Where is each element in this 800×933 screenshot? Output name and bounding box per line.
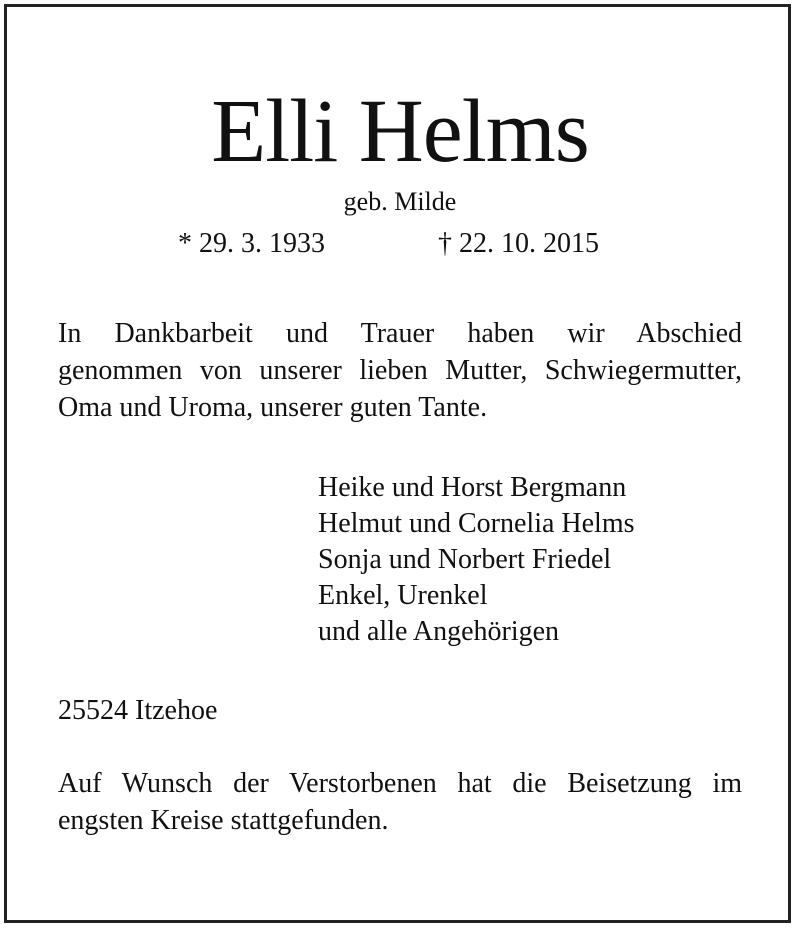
birth-date: * 29. 3. 1933 bbox=[178, 228, 325, 259]
closing-line: Auf Wunsch der Verstorbenen hat die Beisetzung im bbox=[58, 768, 742, 799]
intro-paragraph bbox=[58, 315, 742, 426]
intro-line: Oma und Uroma, unserer guten Tante. bbox=[58, 392, 488, 423]
signer-item: Heike und Horst Bergmann bbox=[318, 472, 627, 503]
signer-item: Enkel, Urenkel bbox=[318, 580, 488, 611]
closing-line: engsten Kreise stattgefunden. bbox=[58, 805, 389, 836]
place-line: 25524 Itzehoe bbox=[58, 695, 218, 726]
intro-line: genommen von unserer lieben Mutter, Schwiegermutter, bbox=[58, 355, 742, 386]
signer-item: Helmut und Cornelia Helms bbox=[318, 508, 635, 539]
closing-paragraph bbox=[58, 765, 742, 839]
maiden-name: geb. Milde bbox=[343, 187, 457, 216]
signer-item: und alle Angehörigen bbox=[318, 616, 560, 647]
signers-list bbox=[318, 470, 635, 650]
signer-item: Sonja und Norbert Friedel bbox=[318, 544, 612, 575]
intro-line: In Dankbarbeit und Trauer haben wir Abschied bbox=[58, 318, 742, 349]
death-date: † 22. 10. 2015 bbox=[438, 228, 599, 259]
deceased-name: Elli Helms bbox=[211, 82, 589, 181]
